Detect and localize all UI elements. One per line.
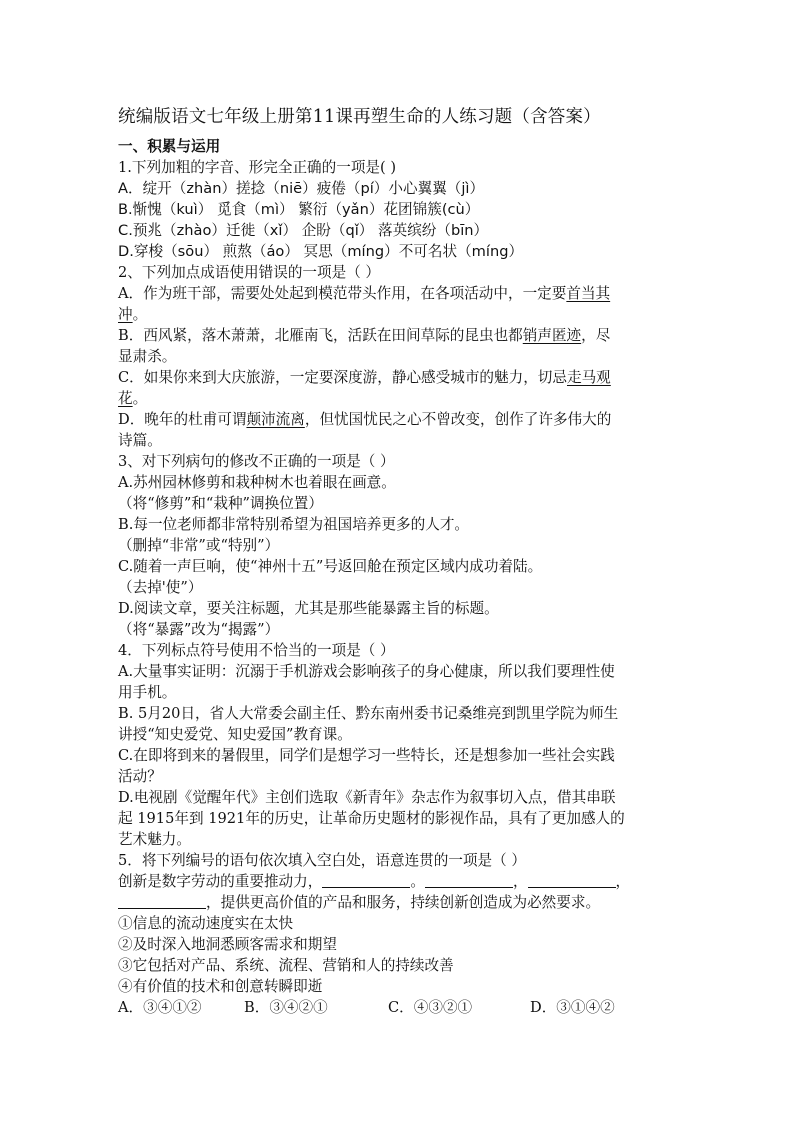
question-stem: 2、下列加点成语使用错误的一项是（ ） xyxy=(118,264,381,281)
idiom-underlined: 首当其 xyxy=(566,285,611,302)
option-d: D.电视剧《觉醒年代》主创们选取《新青年》杂志作为叙事切入点，借其串联 xyxy=(118,789,616,806)
question-stem: 3、对下列病句的修改不正确的一项是（ ） xyxy=(118,453,395,470)
option-c-cont: 活动？ xyxy=(118,768,162,785)
option-b: B．西风紧，落木萧萧，北雁南飞，活跃在田间草际的昆虫也都销声匿迹，尽 xyxy=(118,327,611,344)
option-a: A.苏州园林修剪和栽种树木也着眼在画意。 xyxy=(118,474,396,491)
option-a: A.大量事实证明：沉溺于手机游戏会影响孩子的身心健康，所以我们要理性使 xyxy=(118,663,615,680)
option-d: D．晚年的杜甫可谓颠沛流离，但忧国忧民之心不曾改变，创作了许多伟大的 xyxy=(118,411,612,428)
option-b: B. 5月20日，省人大常委会副主任、黔东南州委书记桑维亮到凯里学院为师生 xyxy=(118,705,619,722)
blank-2[interactable] xyxy=(425,872,513,888)
option-b-cont: 显肃杀。 xyxy=(118,348,177,365)
question-stem: 5．将下列编号的语句依次填入空白处，语意连贯的一项是（ ） xyxy=(118,852,526,869)
idiom-underlined: 冲 xyxy=(118,306,133,323)
question-4 xyxy=(118,640,678,850)
question-1 xyxy=(118,157,678,262)
question-5 xyxy=(118,850,678,1018)
option-d-cont: 艺术魅力。 xyxy=(118,831,191,848)
answer-options xyxy=(118,997,678,1018)
question-stem: 4．下列标点符号使用不恰当的一项是（ ） xyxy=(118,642,395,659)
question-2 xyxy=(118,262,678,451)
option-c: C.在即将到来的暑假里，同学们是想学习一些特长，还是想参加一些社会实践 xyxy=(118,747,615,764)
option-c: C．如果你来到大庆旅游，一定要深度游，静心感受城市的魅力，切忌走马观 xyxy=(118,369,611,386)
option-b: B.每一位老师都非常特别希望为祖国培养更多的人才。 xyxy=(118,516,470,533)
option-a: A．③④①② xyxy=(118,999,202,1016)
idiom-underlined: 颠沛流离 xyxy=(246,411,305,428)
option-d: D.阅读文章，要关注标题，尤其是那些能暴露主旨的标题。 xyxy=(118,600,499,617)
option-c: C.预兆（zhào）迁徙（xǐ） 企盼（qǐ） 落英缤纷（bīn） xyxy=(118,222,489,239)
fill-passage: 创新是数字劳动的重要推动力， 。 ， ， xyxy=(118,873,631,890)
option-a-fix: （将“修剪”和“栽种”调换位置） xyxy=(118,495,323,512)
option-c-fix: （去掉'使”） xyxy=(118,579,203,596)
blank-3[interactable] xyxy=(528,872,616,888)
document-title: 统编版语文七年级上册第11课再塑生命的人练习题（含答案） xyxy=(118,107,601,127)
document-body xyxy=(118,136,678,1018)
option-d: D.穿梭（sōu） 煎熬（áo） 冥思（míng）不可名状（míng） xyxy=(118,243,524,260)
option-d-cont: 起 1915年到 1921年的历史，让革命历史题材的影视作品，具有了更加感人的 xyxy=(118,810,625,827)
option-b: B．③④②① xyxy=(244,999,328,1016)
option-a-cont: 用手机。 xyxy=(118,684,177,701)
option-b-cont: 讲授“知史爱党、知史爱国”教育课。 xyxy=(118,726,352,743)
sentence-2: ②及时深入地洞悉顾客需求和期望 xyxy=(118,936,337,953)
section-heading: 一、积累与运用 xyxy=(118,138,221,155)
sentence-1: ①信息的流动速度实在太快 xyxy=(118,915,294,932)
option-c: C．④③②① xyxy=(388,999,473,1016)
sentence-3: ③它包括对产品、系统、流程、营销和人的持续改善 xyxy=(118,957,454,974)
option-d-fix: （将“暴露”改为“揭露”） xyxy=(118,621,280,638)
fill-passage-cont: ，提供更高价值的产品和服务，持续创新创造成为必然要求。 xyxy=(118,892,678,913)
idiom-underlined: 走马观 xyxy=(566,369,611,386)
option-d-cont: 诗篇。 xyxy=(118,432,162,449)
idiom-underlined: 花 xyxy=(118,390,133,407)
blank-1[interactable] xyxy=(322,872,410,888)
option-c-cont: 花。 xyxy=(118,390,148,407)
option-c: C.随着一声巨响，使“神州十五”号返回舱在预定区域内成功着陆。 xyxy=(118,558,543,575)
question-3 xyxy=(118,451,678,640)
option-d: D．③①④② xyxy=(530,999,615,1016)
sentence-4: ④有价值的技术和创意转瞬即逝 xyxy=(118,978,323,995)
option-a: A．作为班干部，需要处处起到模范带头作用，在各项活动中，一定要首当其 xyxy=(118,285,611,302)
blank-4[interactable] xyxy=(118,893,206,909)
idiom-underlined: 销声匿迹 xyxy=(522,327,582,344)
option-b: B.惭愧（kuì） 觅食（mì） 繁衍（yǎn）花团锦簇(cù） xyxy=(118,201,480,218)
option-a: A．绽开（zhàn）搓捻（niē）疲倦（pí）小心翼翼（jì） xyxy=(118,180,485,197)
option-a-cont: 冲。 xyxy=(118,306,148,323)
question-stem: 1.下列加粗的字音、形完全正确的一项是( ) xyxy=(118,159,397,176)
option-b-fix: （删掉“非常”或“特别”） xyxy=(118,537,280,554)
